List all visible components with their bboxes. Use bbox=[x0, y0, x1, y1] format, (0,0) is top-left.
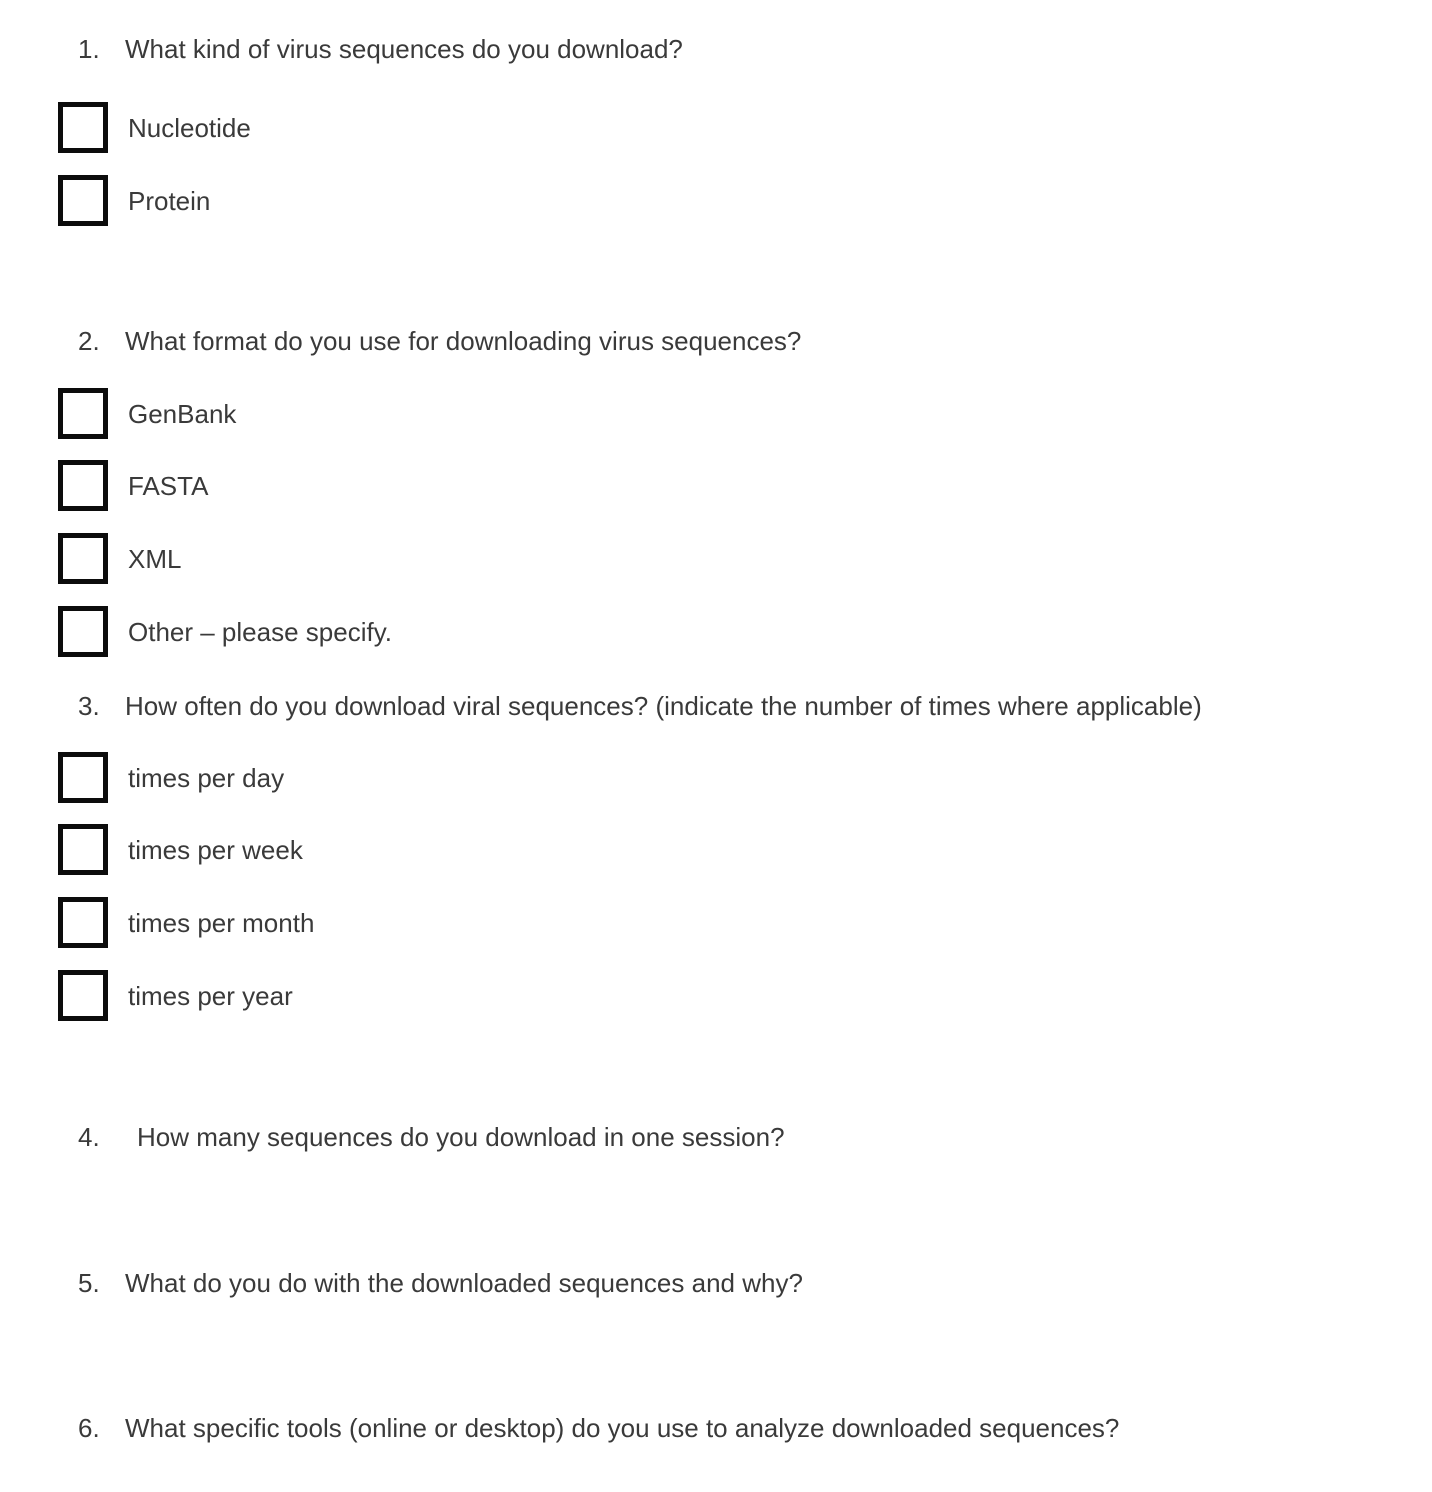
checkbox-times-per-year[interactable] bbox=[58, 970, 108, 1021]
option-row-fasta bbox=[58, 460, 208, 511]
checkbox-genbank[interactable] bbox=[58, 388, 108, 439]
question-2 bbox=[78, 326, 801, 356]
question-4 bbox=[78, 1122, 785, 1152]
question-3-text: How often do you download viral sequences? (indicate the number of times where applicable) bbox=[125, 691, 1202, 721]
checkbox-fasta[interactable] bbox=[58, 460, 108, 511]
question-1-number: 1. bbox=[78, 34, 100, 64]
option-label-genbank: GenBank bbox=[128, 398, 237, 429]
option-label-times-per-month: times per month bbox=[128, 907, 315, 938]
question-4-text: How many sequences do you download in one session? bbox=[137, 1122, 785, 1152]
checkbox-times-per-day[interactable] bbox=[58, 752, 108, 803]
option-label-protein: Protein bbox=[128, 185, 211, 216]
question-1-text: What kind of virus sequences do you download? bbox=[125, 34, 683, 64]
option-label-xml: XML bbox=[128, 543, 182, 574]
question-3-number: 3. bbox=[78, 691, 100, 721]
question-6-number: 6. bbox=[78, 1413, 100, 1443]
checkbox-times-per-month[interactable] bbox=[58, 897, 108, 948]
option-label-other: Other – please specify. bbox=[128, 616, 392, 647]
question-4-number: 4. bbox=[78, 1122, 100, 1152]
question-5-number: 5. bbox=[78, 1268, 100, 1298]
checkbox-other[interactable] bbox=[58, 606, 108, 657]
option-row-protein bbox=[58, 175, 210, 226]
option-row-xml bbox=[58, 533, 181, 584]
question-2-number: 2. bbox=[78, 326, 100, 356]
option-label-nucleotide: Nucleotide bbox=[128, 112, 251, 143]
checkbox-times-per-week[interactable] bbox=[58, 824, 108, 875]
checkbox-nucleotide[interactable] bbox=[58, 102, 108, 153]
question-1 bbox=[78, 34, 683, 64]
question-5-text: What do you do with the downloaded sequences and why? bbox=[125, 1268, 803, 1298]
option-row-genbank bbox=[58, 388, 236, 439]
checkbox-protein[interactable] bbox=[58, 175, 108, 226]
option-label-times-per-week: times per week bbox=[128, 834, 303, 865]
question-2-text: What format do you use for downloading virus sequences? bbox=[125, 326, 802, 356]
option-row-times-per-week bbox=[58, 824, 303, 875]
option-row-times-per-year bbox=[58, 970, 293, 1021]
option-label-times-per-year: times per year bbox=[128, 980, 293, 1011]
checkbox-xml[interactable] bbox=[58, 533, 108, 584]
option-row-other bbox=[58, 606, 392, 657]
option-row-times-per-month bbox=[58, 897, 314, 948]
question-6-text: What specific tools (online or desktop) do you use to analyze downloaded sequences? bbox=[125, 1413, 1120, 1443]
question-6 bbox=[78, 1413, 1119, 1443]
option-label-fasta: FASTA bbox=[128, 470, 209, 501]
option-row-nucleotide bbox=[58, 102, 251, 153]
question-5 bbox=[78, 1268, 803, 1298]
option-label-times-per-day: times per day bbox=[128, 762, 285, 793]
option-row-times-per-day bbox=[58, 752, 284, 803]
question-3 bbox=[78, 691, 1202, 721]
